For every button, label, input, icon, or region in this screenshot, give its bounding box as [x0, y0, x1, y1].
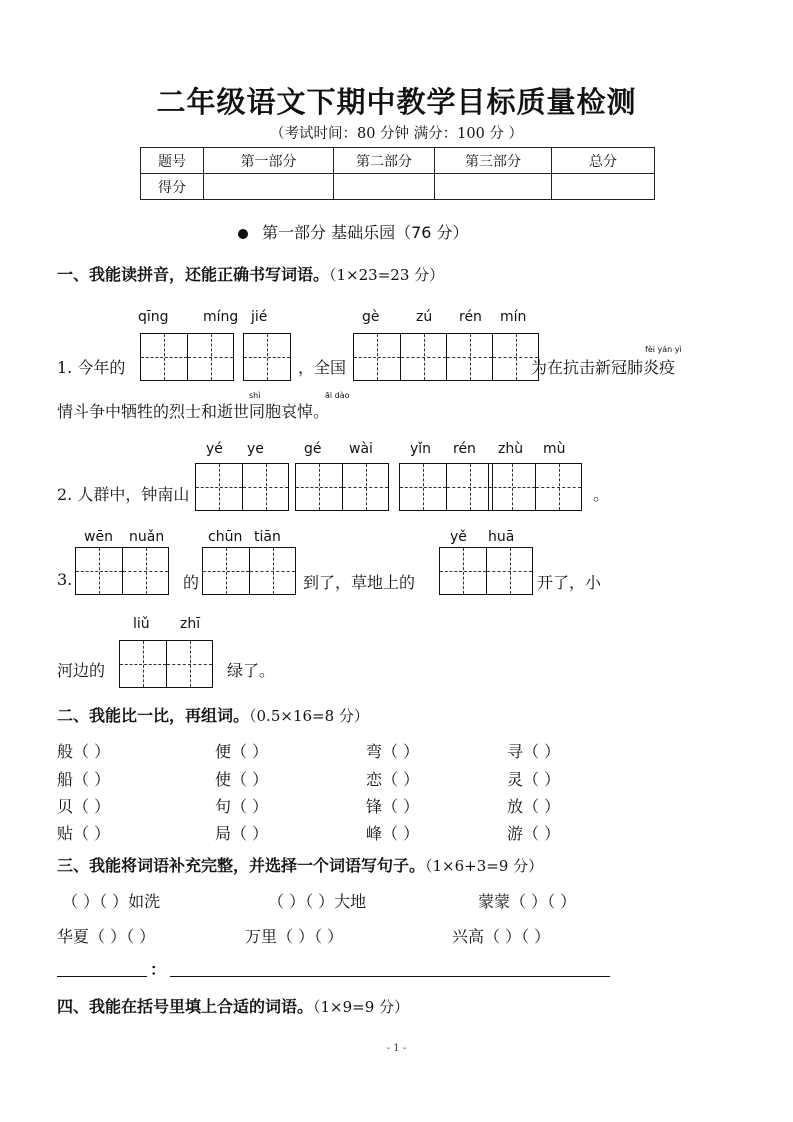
idiom-item[interactable]: 万里（ ）（ ）	[245, 927, 344, 946]
idiom-item[interactable]: 华夏（ ）（ ）	[57, 927, 156, 946]
writing-grid[interactable]	[202, 547, 296, 595]
pinyin: rén	[459, 309, 482, 325]
pinyin: ye	[247, 441, 264, 457]
pinyin: gé	[304, 441, 322, 457]
q2-prefix: 2. 人群中，钟南山	[57, 485, 190, 504]
section-points: （1×23=23 分）	[329, 266, 445, 284]
section-3-heading	[57, 853, 543, 876]
section-title: 二、我能比一比，再组词。	[57, 706, 250, 725]
pinyin: chūn	[208, 529, 243, 545]
pinyin: míng	[203, 309, 239, 325]
q3-text: 绿了。	[227, 661, 276, 680]
idiom-item[interactable]: （ ）（ ）大地	[268, 892, 367, 911]
pinyin: yǐn	[410, 441, 432, 457]
pinyin: zhù	[498, 441, 524, 457]
compare-item[interactable]: 便（ ）	[215, 742, 269, 761]
compare-item[interactable]: 游（ ）	[507, 824, 561, 843]
score-input-cell[interactable]	[435, 174, 552, 200]
q1-line2: 情斗争中牺牲的烈士和逝世同胞哀悼。	[57, 402, 330, 421]
q3-text: 河边的	[57, 661, 106, 680]
part-heading	[238, 220, 469, 243]
page-title: 二年级语文下期中教学目标质量检测	[156, 85, 637, 119]
compare-item[interactable]: 贴（ ）	[57, 824, 111, 843]
writing-grid[interactable]	[75, 547, 169, 595]
pinyin: yé	[206, 441, 223, 457]
section-2-heading	[57, 703, 369, 726]
table-row	[141, 148, 655, 174]
answer-line[interactable]	[57, 976, 147, 977]
compare-item[interactable]: 贝（ ）	[57, 797, 111, 816]
table-row	[141, 174, 655, 200]
idiom-item[interactable]: （ ）（ ）如洗	[62, 892, 161, 911]
score-input-cell[interactable]	[334, 174, 435, 200]
section-title: 四、我能在括号里填上合适的词语。	[57, 997, 314, 1016]
colon: ：	[150, 960, 167, 979]
pinyin: mín	[500, 309, 527, 325]
q3-text: 开了，小	[537, 573, 602, 592]
idiom-item[interactable]: 蒙蒙（ ）（ ）	[478, 892, 577, 911]
compare-item[interactable]: 船（ ）	[57, 770, 111, 789]
compare-item[interactable]: 灵（ ）	[507, 770, 561, 789]
writing-grid[interactable]	[439, 547, 533, 595]
compare-item[interactable]: 放（ ）	[507, 797, 561, 816]
section-4-heading	[57, 994, 409, 1017]
table-cell: 总分	[552, 148, 655, 174]
score-input-cell[interactable]	[552, 174, 655, 200]
q3-prefix: 3.	[57, 570, 73, 589]
writing-grid[interactable]	[243, 333, 291, 381]
pinyin: huā	[488, 529, 515, 545]
exam-info: （考试时间：80 分钟 满分：100 分 ）	[269, 126, 524, 142]
score-input-cell[interactable]	[204, 174, 334, 200]
pinyin: tiān	[254, 529, 281, 545]
writing-grid[interactable]	[140, 333, 234, 381]
ruby-annotation: fèi yán yì	[645, 345, 682, 354]
compare-item[interactable]: 局（ ）	[215, 824, 269, 843]
section-title: 一、我能读拼音，还能正确书写词语。	[57, 265, 330, 284]
compare-item[interactable]: 峰（ ）	[366, 824, 420, 843]
writing-grid[interactable]	[195, 463, 289, 511]
pinyin: nuǎn	[129, 529, 165, 545]
compare-item[interactable]: 寻（ ）	[507, 742, 561, 761]
writing-grid[interactable]	[488, 463, 582, 511]
compare-item[interactable]: 弯（ ）	[366, 742, 420, 761]
section-points: （1×6+3=9 分）	[425, 857, 544, 875]
section-1-heading	[57, 262, 444, 285]
pinyin: zú	[416, 309, 433, 325]
table-cell: 题号	[141, 148, 204, 174]
compare-item[interactable]: 使（ ）	[215, 770, 269, 789]
q1-mid: ，全国	[298, 358, 347, 377]
q1-prefix: 1. 今年的	[57, 358, 126, 377]
pinyin: wài	[349, 441, 373, 457]
part-heading-text: 第一部分 基础乐园（76 分）	[262, 223, 469, 242]
ruby-annotation: āi dào	[325, 391, 350, 400]
q2-suffix: 。	[593, 485, 610, 504]
writing-grid[interactable]	[295, 463, 389, 511]
page-number: - 1 -	[386, 1043, 407, 1054]
pinyin: zhī	[180, 616, 201, 632]
pinyin: wēn	[84, 529, 113, 545]
pinyin: gè	[362, 309, 380, 325]
pinyin: jié	[251, 309, 268, 325]
pinyin: liǔ	[133, 616, 150, 632]
q3-text: 到了，草地上的	[303, 573, 416, 592]
writing-grid[interactable]	[119, 640, 213, 688]
compare-item[interactable]: 句（ ）	[215, 797, 269, 816]
pinyin: mù	[543, 441, 566, 457]
pinyin: rén	[453, 441, 476, 457]
bullet-icon	[238, 229, 248, 239]
idiom-item[interactable]: 兴高（ ）（ ）	[452, 927, 551, 946]
q3-text: 的	[183, 573, 200, 592]
table-cell: 第一部分	[204, 148, 334, 174]
compare-item[interactable]: 锋（ ）	[366, 797, 420, 816]
table-cell: 得分	[141, 174, 204, 200]
section-title: 三、我能将词语补充完整，并选择一个词语写句子。	[57, 856, 426, 875]
section-points: （0.5×16=8 分）	[249, 707, 369, 725]
compare-item[interactable]: 恋（ ）	[366, 770, 420, 789]
table-cell: 第二部分	[334, 148, 435, 174]
compare-item[interactable]: 般（ ）	[57, 742, 111, 761]
section-points: （1×9=9 分）	[313, 998, 410, 1016]
score-table	[140, 147, 655, 200]
pinyin: qīng	[138, 309, 169, 325]
writing-grid[interactable]	[353, 333, 539, 381]
answer-line[interactable]	[170, 976, 610, 977]
q1-suffix: 为在抗击新冠肺炎疫	[531, 358, 676, 377]
ruby-annotation: shì	[249, 391, 261, 400]
table-cell: 第三部分	[435, 148, 552, 174]
pinyin: yě	[450, 529, 467, 545]
writing-grid[interactable]	[399, 463, 493, 511]
